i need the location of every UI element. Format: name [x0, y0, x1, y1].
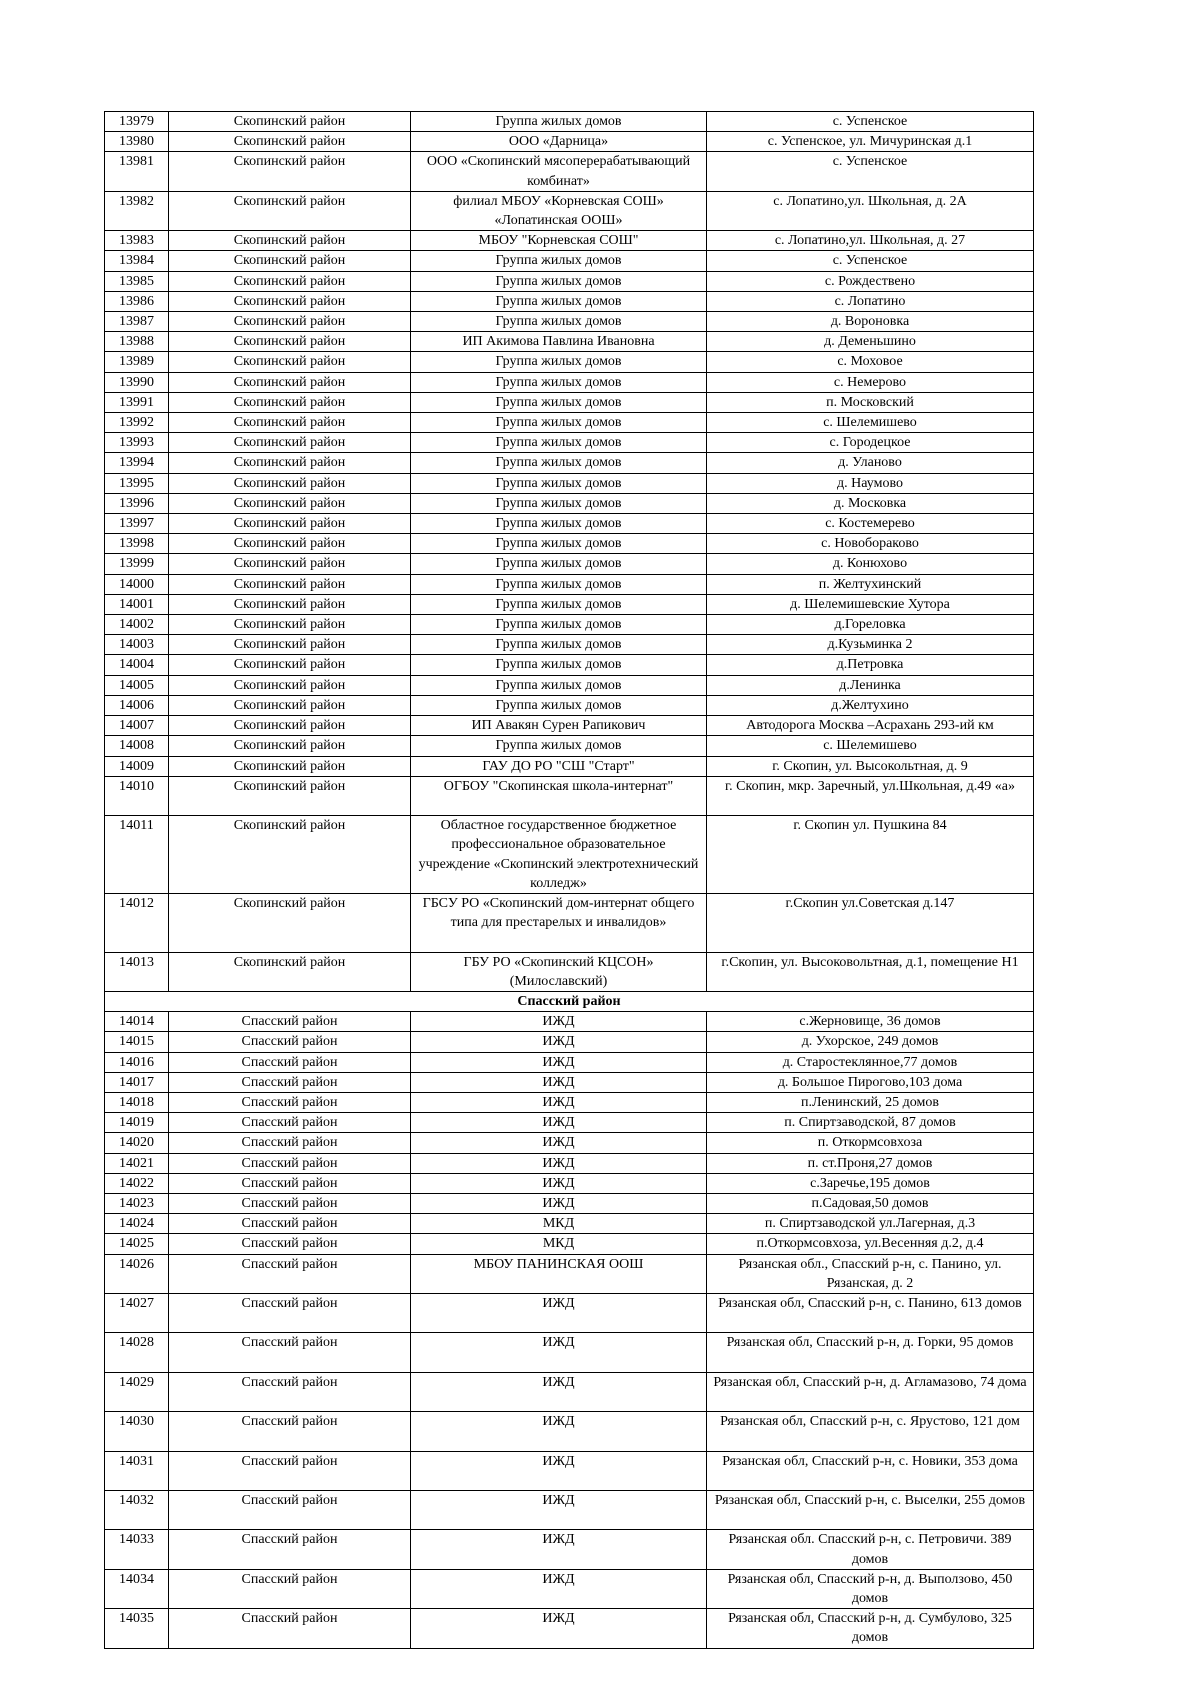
row-number-cell: 14021 — [105, 1153, 169, 1173]
district-cell: Скопинский район — [169, 191, 411, 230]
row-number-cell: 14005 — [105, 675, 169, 695]
section-title: Спасский район — [105, 991, 1034, 1011]
address-cell: г.Скопин ул.Советская д.147 — [707, 893, 1034, 952]
district-cell: Скопинский район — [169, 352, 411, 372]
object-cell: Группа жилых домов — [411, 695, 707, 715]
district-cell: Спасский район — [169, 1153, 411, 1173]
table-row — [105, 332, 1034, 352]
district-cell: Скопинский район — [169, 554, 411, 574]
object-cell: Группа жилых домов — [411, 675, 707, 695]
address-cell: Рязанская обл. Спасский р-н, с. Петровичи. 389 домов — [707, 1530, 1034, 1569]
address-cell: с. Успенское — [707, 152, 1034, 191]
district-cell: Спасский район — [169, 1012, 411, 1032]
district-cell: Скопинский район — [169, 291, 411, 311]
district-cell: Скопинский район — [169, 534, 411, 554]
district-cell: Спасский район — [169, 1333, 411, 1372]
address-cell: с. Костемерево — [707, 514, 1034, 534]
row-number-cell: 13980 — [105, 132, 169, 152]
district-cell: Скопинский район — [169, 675, 411, 695]
address-cell: п. Спиртзаводской, 87 домов — [707, 1113, 1034, 1133]
address-cell: с. Лопатино,ул. Школьная, д. 2А — [707, 191, 1034, 230]
table-row — [105, 372, 1034, 392]
district-cell: Скопинский район — [169, 514, 411, 534]
district-cell: Спасский район — [169, 1530, 411, 1569]
table-row — [105, 574, 1034, 594]
table-row — [105, 132, 1034, 152]
address-cell: г. Скопин, мкр. Заречный, ул.Школьная, д.49 «а» — [707, 776, 1034, 815]
district-cell: Скопинский район — [169, 271, 411, 291]
table-row — [105, 231, 1034, 251]
address-cell: г. Скопин ул. Пушкина 84 — [707, 816, 1034, 894]
row-number-cell: 13979 — [105, 112, 169, 132]
district-cell: Спасский район — [169, 1490, 411, 1529]
address-cell: д. Большое Пирогово,103 дома — [707, 1072, 1034, 1092]
address-cell: д.Ленинка — [707, 675, 1034, 695]
row-number-cell: 14019 — [105, 1113, 169, 1133]
district-cell: Скопинский район — [169, 473, 411, 493]
table-row — [105, 736, 1034, 756]
district-cell: Спасский район — [169, 1193, 411, 1213]
address-cell: д.Петровка — [707, 655, 1034, 675]
row-number-cell: 13988 — [105, 332, 169, 352]
table-row — [105, 152, 1034, 191]
object-cell: ГБУ РО «Скопинский КЦСОН» (Милославский) — [411, 952, 707, 991]
address-cell: с. Успенское — [707, 112, 1034, 132]
row-number-cell: 13999 — [105, 554, 169, 574]
object-cell: ИЖД — [411, 1530, 707, 1569]
address-cell: Рязанская обл, Спасский р-н, д. Агламазово, 74 дома — [707, 1372, 1034, 1411]
district-cell: Спасский район — [169, 1133, 411, 1153]
object-cell: ИЖД — [411, 1173, 707, 1193]
address-cell: д. Уланово — [707, 453, 1034, 473]
table-row — [105, 1012, 1034, 1032]
address-cell: п. ст.Проня,27 домов — [707, 1153, 1034, 1173]
district-cell: Спасский район — [169, 1072, 411, 1092]
object-cell: Группа жилых домов — [411, 112, 707, 132]
object-cell: Группа жилых домов — [411, 352, 707, 372]
table-row — [105, 1254, 1034, 1293]
object-cell: Группа жилых домов — [411, 372, 707, 392]
table-row — [105, 1173, 1034, 1193]
district-cell: Спасский район — [169, 1092, 411, 1112]
district-cell: Скопинский район — [169, 231, 411, 251]
object-cell: ГБСУ РО «Скопинский дом-интернат общего типа для престарелых и инвалидов» — [411, 893, 707, 952]
object-cell: Группа жилых домов — [411, 493, 707, 513]
object-cell: ИЖД — [411, 1412, 707, 1451]
table-row — [105, 1372, 1034, 1411]
object-cell: Группа жилых домов — [411, 271, 707, 291]
row-number-cell: 14004 — [105, 655, 169, 675]
district-cell: Скопинский район — [169, 251, 411, 271]
table-row — [105, 1052, 1034, 1072]
district-cell: Скопинский район — [169, 635, 411, 655]
row-number-cell: 13986 — [105, 291, 169, 311]
object-cell: ИЖД — [411, 1490, 707, 1529]
row-number-cell: 14001 — [105, 594, 169, 614]
row-number-cell: 14015 — [105, 1032, 169, 1052]
row-number-cell: 14032 — [105, 1490, 169, 1529]
object-cell: ИЖД — [411, 1193, 707, 1213]
row-number-cell: 13995 — [105, 473, 169, 493]
object-cell: МКД — [411, 1234, 707, 1254]
district-cell: Скопинский район — [169, 952, 411, 991]
row-number-cell: 14002 — [105, 615, 169, 635]
object-cell: Группа жилых домов — [411, 291, 707, 311]
object-cell: Группа жилых домов — [411, 635, 707, 655]
district-cell: Скопинский район — [169, 893, 411, 952]
object-cell: МБОУ "Корневская СОШ" — [411, 231, 707, 251]
district-cell: Скопинский район — [169, 372, 411, 392]
district-cell: Спасский район — [169, 1052, 411, 1072]
row-number-cell: 14027 — [105, 1293, 169, 1332]
district-cell: Скопинский район — [169, 816, 411, 894]
row-number-cell: 13989 — [105, 352, 169, 372]
district-cell: Спасский район — [169, 1214, 411, 1234]
row-number-cell: 14003 — [105, 635, 169, 655]
object-cell: Группа жилых домов — [411, 615, 707, 635]
row-number-cell: 13982 — [105, 191, 169, 230]
address-cell: Рязанская обл., Спасский р-н, с. Панино, ул. Рязанская, д. 2 — [707, 1254, 1034, 1293]
row-number-cell: 14030 — [105, 1412, 169, 1451]
object-cell: филиал МБОУ «Корневская СОШ» «Лопатинская ООШ» — [411, 191, 707, 230]
object-cell: Группа жилых домов — [411, 594, 707, 614]
table-row — [105, 655, 1034, 675]
object-cell: ИЖД — [411, 1569, 707, 1608]
object-cell: ИП Авакян Сурен Рапикович — [411, 716, 707, 736]
object-cell: Группа жилых домов — [411, 473, 707, 493]
address-cell: с. Новобораково — [707, 534, 1034, 554]
address-cell: с.Заречье,195 домов — [707, 1173, 1034, 1193]
table-row — [105, 756, 1034, 776]
table-row — [105, 1490, 1034, 1529]
table-row — [105, 1569, 1034, 1608]
table-row — [105, 251, 1034, 271]
table-row — [105, 776, 1034, 815]
table-row — [105, 352, 1034, 372]
district-cell: Скопинский район — [169, 594, 411, 614]
table-row — [105, 816, 1034, 894]
row-number-cell: 13992 — [105, 413, 169, 433]
address-cell: д. Наумово — [707, 473, 1034, 493]
address-cell: с. Городецкое — [707, 433, 1034, 453]
table-row — [105, 1293, 1034, 1332]
district-cell: Спасский район — [169, 1372, 411, 1411]
table-row — [105, 1153, 1034, 1173]
address-cell: с. Шелемишево — [707, 413, 1034, 433]
address-cell: п. Желтухинский — [707, 574, 1034, 594]
object-cell: Областное государственное бюджетное профессиональное образовательное учреждение «Скопинский электротехнический колледж» — [411, 816, 707, 894]
object-cell: ИЖД — [411, 1052, 707, 1072]
object-cell: ИЖД — [411, 1092, 707, 1112]
district-cell: Спасский район — [169, 1412, 411, 1451]
row-number-cell: 14000 — [105, 574, 169, 594]
table-row — [105, 413, 1034, 433]
object-cell: ОГБОУ "Скопинская школа-интернат" — [411, 776, 707, 815]
district-cell: Скопинский район — [169, 152, 411, 191]
object-cell: ИЖД — [411, 1032, 707, 1052]
table-row — [105, 191, 1034, 230]
row-number-cell: 14012 — [105, 893, 169, 952]
row-number-cell: 13987 — [105, 312, 169, 332]
address-cell: д. Старостеклянное,77 домов — [707, 1052, 1034, 1072]
object-cell: ООО «Скопинский мясоперерабатывающий комбинат» — [411, 152, 707, 191]
row-number-cell: 13984 — [105, 251, 169, 271]
district-cell: Скопинский район — [169, 736, 411, 756]
district-cell: Спасский район — [169, 1113, 411, 1133]
address-cell: Рязанская обл, Спасский р-н, с. Ярустово, 121 дом — [707, 1412, 1034, 1451]
row-number-cell: 14018 — [105, 1092, 169, 1112]
district-cell: Скопинский район — [169, 756, 411, 776]
object-cell: ИП Акимова Павлина Ивановна — [411, 332, 707, 352]
district-cell: Скопинский район — [169, 312, 411, 332]
section-header-row — [105, 991, 1034, 1011]
row-number-cell: 14006 — [105, 695, 169, 715]
row-number-cell: 14014 — [105, 1012, 169, 1032]
row-number-cell: 13994 — [105, 453, 169, 473]
row-number-cell: 14009 — [105, 756, 169, 776]
address-cell: с.Жерновище, 36 домов — [707, 1012, 1034, 1032]
address-cell: г. Скопин, ул. Высокольтная, д. 9 — [707, 756, 1034, 776]
row-number-cell: 14035 — [105, 1609, 169, 1648]
row-number-cell: 14023 — [105, 1193, 169, 1213]
table-row — [105, 716, 1034, 736]
row-number-cell: 13993 — [105, 433, 169, 453]
object-cell: ИЖД — [411, 1372, 707, 1411]
object-cell: ИЖД — [411, 1133, 707, 1153]
table-row — [105, 1133, 1034, 1153]
object-cell: ИЖД — [411, 1451, 707, 1490]
table-row — [105, 615, 1034, 635]
district-cell: Спасский район — [169, 1032, 411, 1052]
table-row — [105, 1032, 1034, 1052]
table-row — [105, 1214, 1034, 1234]
address-cell: Рязанская обл, Спасский р-н, с. Новики, 353 дома — [707, 1451, 1034, 1490]
district-cell: Спасский район — [169, 1609, 411, 1648]
row-number-cell: 13981 — [105, 152, 169, 191]
object-cell: ИЖД — [411, 1153, 707, 1173]
address-cell: с. Рождествено — [707, 271, 1034, 291]
object-cell: Группа жилых домов — [411, 574, 707, 594]
object-cell: Группа жилых домов — [411, 251, 707, 271]
address-cell: с. Успенское — [707, 251, 1034, 271]
address-cell: д. Конюхово — [707, 554, 1034, 574]
row-number-cell: 14033 — [105, 1530, 169, 1569]
address-cell: с. Успенское, ул. Мичуринская д.1 — [707, 132, 1034, 152]
district-cell: Скопинский район — [169, 413, 411, 433]
row-number-cell: 14013 — [105, 952, 169, 991]
district-cell: Спасский район — [169, 1293, 411, 1332]
address-cell: д. Вороновка — [707, 312, 1034, 332]
row-number-cell: 14028 — [105, 1333, 169, 1372]
settlements-table — [104, 111, 1034, 1649]
address-cell: д. Московка — [707, 493, 1034, 513]
table-row — [105, 392, 1034, 412]
district-cell: Скопинский район — [169, 392, 411, 412]
row-number-cell: 13991 — [105, 392, 169, 412]
address-cell: п.Откормсовхоза, ул.Весенняя д.2, д.4 — [707, 1234, 1034, 1254]
table-row — [105, 493, 1034, 513]
table-row — [105, 433, 1034, 453]
table-row — [105, 1530, 1034, 1569]
table-row — [105, 473, 1034, 493]
table-row — [105, 1451, 1034, 1490]
row-number-cell: 13998 — [105, 534, 169, 554]
object-cell: ИЖД — [411, 1113, 707, 1133]
district-cell: Спасский район — [169, 1569, 411, 1608]
object-cell: Группа жилых домов — [411, 433, 707, 453]
address-cell: д. Ухорское, 249 домов — [707, 1032, 1034, 1052]
row-number-cell: 14024 — [105, 1214, 169, 1234]
district-cell: Скопинский район — [169, 493, 411, 513]
object-cell: Группа жилых домов — [411, 392, 707, 412]
address-cell: д. Шелемишевские Хутора — [707, 594, 1034, 614]
table-row — [105, 312, 1034, 332]
table-row — [105, 271, 1034, 291]
table-row — [105, 1234, 1034, 1254]
district-cell: Скопинский район — [169, 132, 411, 152]
row-number-cell: 14016 — [105, 1052, 169, 1072]
district-cell: Спасский район — [169, 1451, 411, 1490]
row-number-cell: 13996 — [105, 493, 169, 513]
object-cell: Группа жилых домов — [411, 736, 707, 756]
table-row — [105, 675, 1034, 695]
object-cell: Группа жилых домов — [411, 453, 707, 473]
district-cell: Спасский район — [169, 1234, 411, 1254]
row-number-cell: 14029 — [105, 1372, 169, 1411]
table-row — [105, 952, 1034, 991]
address-cell: Рязанская обл, Спасский р-н, с. Панино, 613 домов — [707, 1293, 1034, 1332]
row-number-cell: 14022 — [105, 1173, 169, 1193]
table-row — [105, 594, 1034, 614]
district-cell: Скопинский район — [169, 655, 411, 675]
object-cell: ИЖД — [411, 1609, 707, 1648]
address-cell: Рязанская обл, Спасский р-н, д. Выползово, 450 домов — [707, 1569, 1034, 1608]
row-number-cell: 13983 — [105, 231, 169, 251]
object-cell: ИЖД — [411, 1293, 707, 1332]
table-row — [105, 1072, 1034, 1092]
object-cell: МКД — [411, 1214, 707, 1234]
district-cell: Скопинский район — [169, 716, 411, 736]
object-cell: ИЖД — [411, 1072, 707, 1092]
table-body-skopinsky — [105, 112, 1034, 992]
address-cell: с. Шелемишево — [707, 736, 1034, 756]
row-number-cell: 13990 — [105, 372, 169, 392]
row-number-cell: 14011 — [105, 816, 169, 894]
address-cell: Рязанская обл, Спасский р-н, д. Горки, 95 домов — [707, 1333, 1034, 1372]
row-number-cell: 14017 — [105, 1072, 169, 1092]
district-cell: Скопинский район — [169, 615, 411, 635]
row-number-cell: 14020 — [105, 1133, 169, 1153]
table-row — [105, 1092, 1034, 1112]
object-cell: ИЖД — [411, 1012, 707, 1032]
district-cell: Скопинский район — [169, 776, 411, 815]
row-number-cell: 14026 — [105, 1254, 169, 1293]
object-cell: Группа жилых домов — [411, 534, 707, 554]
address-cell: д.Гореловка — [707, 615, 1034, 635]
address-cell: д.Желтухино — [707, 695, 1034, 715]
table-row — [105, 1113, 1034, 1133]
address-cell: Рязанская обл, Спасский р-н, д. Сумбулово, 325 домов — [707, 1609, 1034, 1648]
table-row — [105, 554, 1034, 574]
address-cell: Рязанская обл, Спасский р-н, с. Выселки, 255 домов — [707, 1490, 1034, 1529]
district-cell: Скопинский район — [169, 433, 411, 453]
table-row — [105, 291, 1034, 311]
address-cell: г.Скопин, ул. Высоковольтная, д.1, помещение Н1 — [707, 952, 1034, 991]
address-cell: д.Кузьминка 2 — [707, 635, 1034, 655]
row-number-cell: 14031 — [105, 1451, 169, 1490]
table-row — [105, 112, 1034, 132]
object-cell: Группа жилых домов — [411, 554, 707, 574]
row-number-cell: 14025 — [105, 1234, 169, 1254]
address-cell: п.Ленинский, 25 домов — [707, 1092, 1034, 1112]
row-number-cell: 13985 — [105, 271, 169, 291]
district-cell: Спасский район — [169, 1254, 411, 1293]
address-cell: п. Московский — [707, 392, 1034, 412]
row-number-cell: 14007 — [105, 716, 169, 736]
address-cell: п. Спиртзаводской ул.Лагерная, д.3 — [707, 1214, 1034, 1234]
district-cell: Скопинский район — [169, 453, 411, 473]
table-body-section-header — [105, 991, 1034, 1011]
table-row — [105, 453, 1034, 473]
address-cell: Автодорога Москва –Асрахань 293-ий км — [707, 716, 1034, 736]
object-cell: ГАУ ДО РО "СШ "Старт" — [411, 756, 707, 776]
address-cell: с. Лопатино,ул. Школьная, д. 27 — [707, 231, 1034, 251]
object-cell: ИЖД — [411, 1333, 707, 1372]
object-cell: Группа жилых домов — [411, 413, 707, 433]
district-cell: Скопинский район — [169, 332, 411, 352]
address-cell: с. Немерово — [707, 372, 1034, 392]
table-row — [105, 1333, 1034, 1372]
address-cell: с. Моховое — [707, 352, 1034, 372]
object-cell: Группа жилых домов — [411, 514, 707, 534]
object-cell: Группа жилых домов — [411, 312, 707, 332]
row-number-cell: 14008 — [105, 736, 169, 756]
table-row — [105, 635, 1034, 655]
table-row — [105, 1609, 1034, 1648]
district-cell: Скопинский район — [169, 574, 411, 594]
object-cell: ООО «Дарница» — [411, 132, 707, 152]
table-row — [105, 695, 1034, 715]
table-row — [105, 1412, 1034, 1451]
table-row — [105, 893, 1034, 952]
address-cell: д. Деменьшино — [707, 332, 1034, 352]
table-row — [105, 534, 1034, 554]
table-body-spassky — [105, 1012, 1034, 1648]
district-cell: Спасский район — [169, 1173, 411, 1193]
row-number-cell: 14010 — [105, 776, 169, 815]
address-cell: п.Садовая,50 домов — [707, 1193, 1034, 1213]
address-cell: с. Лопатино — [707, 291, 1034, 311]
address-cell: п. Откормсовхоза — [707, 1133, 1034, 1153]
table-row — [105, 1193, 1034, 1213]
district-cell: Скопинский район — [169, 695, 411, 715]
row-number-cell: 14034 — [105, 1569, 169, 1608]
object-cell: МБОУ ПАНИНСКАЯ ООШ — [411, 1254, 707, 1293]
row-number-cell: 13997 — [105, 514, 169, 534]
object-cell: Группа жилых домов — [411, 655, 707, 675]
table-row — [105, 514, 1034, 534]
district-cell: Скопинский район — [169, 112, 411, 132]
